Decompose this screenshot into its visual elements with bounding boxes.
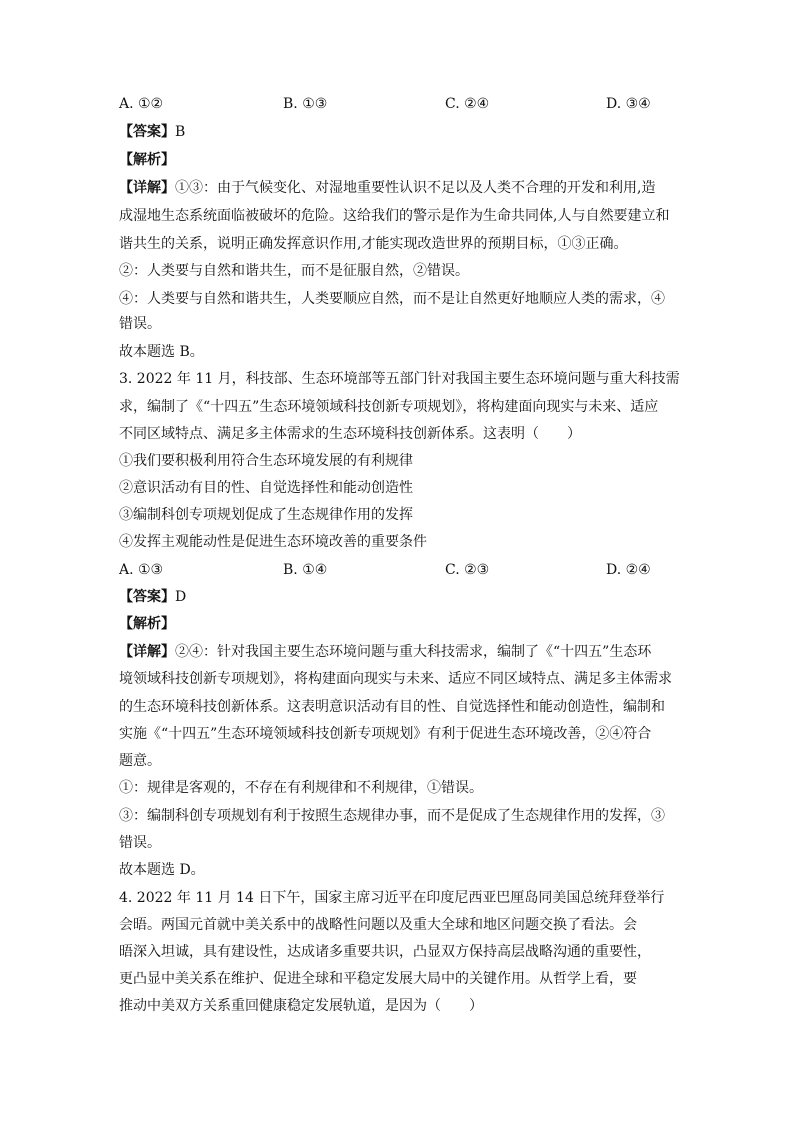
- detail-tag: 【详解】: [119, 180, 175, 196]
- q2-detail-line: 谐共生的关系，说明正确发挥意识作用,才能实现改造世界的预期目标，①③正确。: [119, 236, 628, 252]
- answer-tag: 【答案】: [119, 124, 175, 140]
- q3-item: ①我们要积极利用符合生态环境发展的有利规律: [119, 453, 413, 469]
- q2-answer: [119, 122, 185, 142]
- q3-analysis-tag: 【解析】: [119, 616, 175, 632]
- q3-explanation-line: ③：编制科创专项规划有利于按照生态规律办事，而不是促成了生态规律作用的发挥，③: [119, 808, 665, 824]
- q4-stem-line: 4. 2022 年 11 月 14 日下午，国家主席习近平在印度尼西亚巴厘岛同美国总统拜登举行: [119, 890, 665, 906]
- q3-detail-line: 【详解】②④：针对我国主要生态环境问题与重大科技需求，编制了《“十四五”生态环: [119, 644, 652, 660]
- q3-conclusion: 故本题选 D。: [119, 862, 205, 878]
- q4-stem-line: 会晤。两国元首就中美关系中的战略性问题以及重大全球和地区问题交换了看法。会: [119, 917, 637, 933]
- answer-value: B: [175, 124, 186, 140]
- q3-stem-line: 求，编制了《“十四五”生态环境领域科技创新专项规划》，将构建面向现实与未来、适应: [119, 399, 659, 415]
- q2-option-b: B. ①③: [283, 96, 328, 112]
- q3-item: ④发挥主观能动性是促进生态环境改善的重要条件: [119, 534, 427, 550]
- q3-detail-line: 境领域科技创新专项规划》，将构建面向现实与未来、适应不同区域特点、满足多主体需求: [119, 671, 672, 687]
- q3-option-b: B. ①④: [283, 562, 328, 578]
- q2-conclusion: 故本题选 B。: [119, 344, 204, 360]
- q3-option-d: D. ②④: [606, 562, 651, 578]
- q2-detail-line: 成湿地生态系统面临被破坏的危险。这给我们的警示是作为生命共同体,人与自然要建立和: [119, 208, 670, 224]
- q3-explanation-line: 错误。: [119, 835, 161, 851]
- q3-explanation-line: ①：规律是客观的，不存在有利规律和不利规律，①错误。: [119, 780, 483, 796]
- q2-option-c: C. ②④: [445, 96, 490, 112]
- q2-analysis-tag: 【解析】: [119, 152, 175, 168]
- q2-explanation-line: 错误。: [119, 316, 161, 332]
- answer-value: D: [175, 589, 187, 605]
- q2-option-d: D. ③④: [606, 96, 651, 112]
- q2-explanation-line: ④：人类要与自然和谐共生，人类要顺应自然，而不是让自然更好地顺应人类的需求，④: [119, 291, 665, 307]
- q4-stem-line: 晤深入坦诚，具有建设性，达成诸多重要共识，凸显双方保持高层战略沟通的重要性，: [119, 944, 651, 960]
- q3-item: ②意识活动有目的性、自觉选择性和能动创造性: [119, 480, 413, 496]
- q3-option-c: C. ②③: [445, 562, 490, 578]
- q3-stem-line: 不同区域特点、满足多主体需求的生态环境科技创新体系。这表明（ ）: [119, 426, 581, 442]
- q3-option-a: A. ①③: [119, 562, 164, 578]
- q4-stem-line: 推动中美双方关系重回健康稳定发展轨道，是因为（ ）: [119, 998, 483, 1014]
- q3-detail-line: 实施《“十四五”生态环境领域科技创新专项规划》有利于促进生态环境改善，②④符合: [119, 726, 652, 742]
- q3-item: ③编制科创专项规划促成了生态规律作用的发挥: [119, 507, 413, 523]
- q2-explanation-line: ②：人类要与自然和谐共生，而不是征服自然，②错误。: [119, 263, 469, 279]
- answer-tag: 【答案】: [119, 589, 175, 605]
- q2-option-a: A. ①②: [119, 96, 164, 112]
- q3-answer: [119, 587, 186, 607]
- q3-detail-line: 题意。: [119, 753, 161, 769]
- detail-tag: 【详解】: [119, 644, 175, 660]
- q4-stem-line: 更凸显中美关系在维护、促进全球和平稳定发展大局中的关键作用。从哲学上看，要: [119, 971, 637, 987]
- q2-detail-line: 【详解】①③：由于气候变化、对湿地重要性认识不足以及人类不合理的开发和利用,造: [119, 180, 656, 196]
- q3-detail-line: 的生态环境科技创新体系。这表明意识活动有目的性、自觉选择性和能动创造性，编制和: [119, 699, 665, 715]
- q3-stem-line: 3. 2022 年 11 月，科技部、生态环境部等五部门针对我国主要生态环境问题与重大科技需: [119, 371, 680, 387]
